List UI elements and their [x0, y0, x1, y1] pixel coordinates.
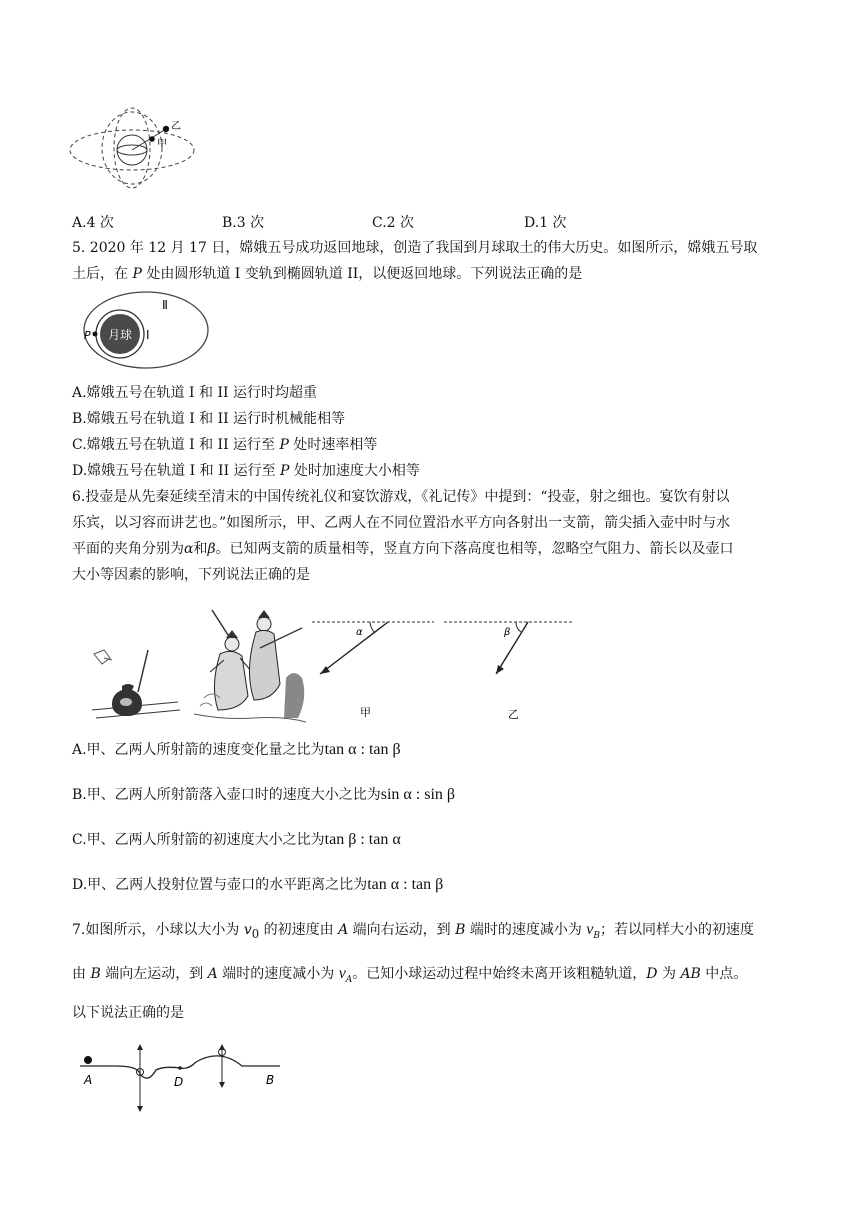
q7-track-figure	[76, 1044, 286, 1112]
label-orbit-1: I	[146, 328, 150, 342]
q4-option-c: C.2 次	[372, 215, 415, 231]
q4-option-b: B.3 次	[222, 215, 265, 231]
satellite-yi	[163, 126, 169, 132]
q5-orbit-figure	[80, 290, 215, 372]
satellite-jia	[149, 136, 155, 142]
arrow-yi	[496, 622, 528, 674]
q6-stem-line-2: 乐宾，以习容而讲艺也。”如图所示，甲、乙两人在不同位置沿水平方向各射出一支箭，箭尖插入壶中时与水	[72, 515, 731, 531]
q6-archers-illustration	[190, 608, 310, 726]
label-a: A	[84, 1073, 93, 1087]
q4-orbit-figure	[68, 105, 208, 190]
label-jia: 甲	[360, 706, 371, 719]
arrow-jia	[320, 622, 388, 674]
label-b: B	[266, 1073, 275, 1087]
q6-stem-line-3: 平面的夹角分别为α和β。已知两支箭的质量相等，竖直方向下落高度也相等，忽略空气阻力、箭长以及壶口	[72, 541, 734, 557]
q4-option-a: A.4 次	[72, 215, 114, 231]
q6-diagram-yi	[440, 614, 575, 724]
q6-pot-illustration	[90, 646, 185, 724]
q5-option-c: C.嫦娥五号在轨道 I 和 II 运行至 P 处时速率相等	[72, 437, 378, 453]
q6-option-d: D.甲、乙两人投射位置与壶口的水平距离之比为tan α : tan β	[72, 876, 444, 893]
q5-stem-line-1: 5. 2020 年 12 月 17 日，嫦娥五号成功返回地球，创造了我国到月球取土的伟大历史。如图所示，嫦娥五号取	[72, 240, 758, 256]
q6-diagram-jia	[308, 614, 438, 724]
q5-option-d: D.嫦娥五号在轨道 I 和 II 运行至 P 处时加速度大小相等	[72, 463, 420, 479]
q7-stem-line-3: 以下说法正确的是	[72, 1005, 184, 1021]
q6-option-c: C.甲、乙两人所射箭的初速度大小之比为tan β : tan α	[72, 831, 401, 848]
q7-stem-line-2: 由 B 端向左运动，到 A 端时的速度减小为 $v_A$。已知小球运动过程中始终未离开该粗糙轨道，D 为 AB 中点。	[72, 965, 748, 985]
moon-label: 月球	[108, 328, 133, 342]
q4-option-d: D.1 次	[524, 215, 567, 231]
ball	[84, 1056, 92, 1064]
q7-stem-line-1: 7.如图所示，小球以大小为 $v_0$ 的初速度由 A 端向右运动，到 B 端时的速度减小为 $v_B$；若以同样大小的初速度	[72, 921, 755, 941]
label-yi: 乙	[508, 708, 519, 721]
q6-option-b: B.甲、乙两人所射箭落入壶口时的速度大小之比为sin α : sin β	[72, 786, 456, 803]
q5-stem-line-2: 土后，在 P 处由圆形轨道 I 变轨到椭圆轨道 II，以便返回地球。下列说法正确的是	[72, 266, 583, 282]
point-p	[93, 332, 98, 337]
label-d: D	[174, 1075, 184, 1089]
label-beta: β	[504, 627, 511, 638]
q6-stem-line-4: 大小等因素的影响，下列说法正确的是	[72, 567, 310, 583]
q6-stem-line-1: 6.投壶是从先秦延续至清末的中国传统礼仪和宴饮游戏，《礼记传》中提到：“投壶，射之细也。宴饮有射以	[72, 489, 730, 505]
label-jia: 甲	[157, 139, 167, 150]
q5-option-a: A.嫦娥五号在轨道 I 和 II 运行时均超重	[72, 385, 317, 401]
label-p: P	[84, 329, 91, 342]
label-orbit-2: Ⅱ	[162, 298, 168, 312]
label-yi: 乙	[171, 121, 181, 132]
q5-option-b: B.嫦娥五号在轨道 I 和 II 运行时机械能相等	[72, 411, 346, 427]
q6-option-a: A.甲、乙两人所射箭的速度变化量之比为tan α : tan β	[72, 741, 401, 758]
label-alpha: α	[356, 627, 363, 638]
